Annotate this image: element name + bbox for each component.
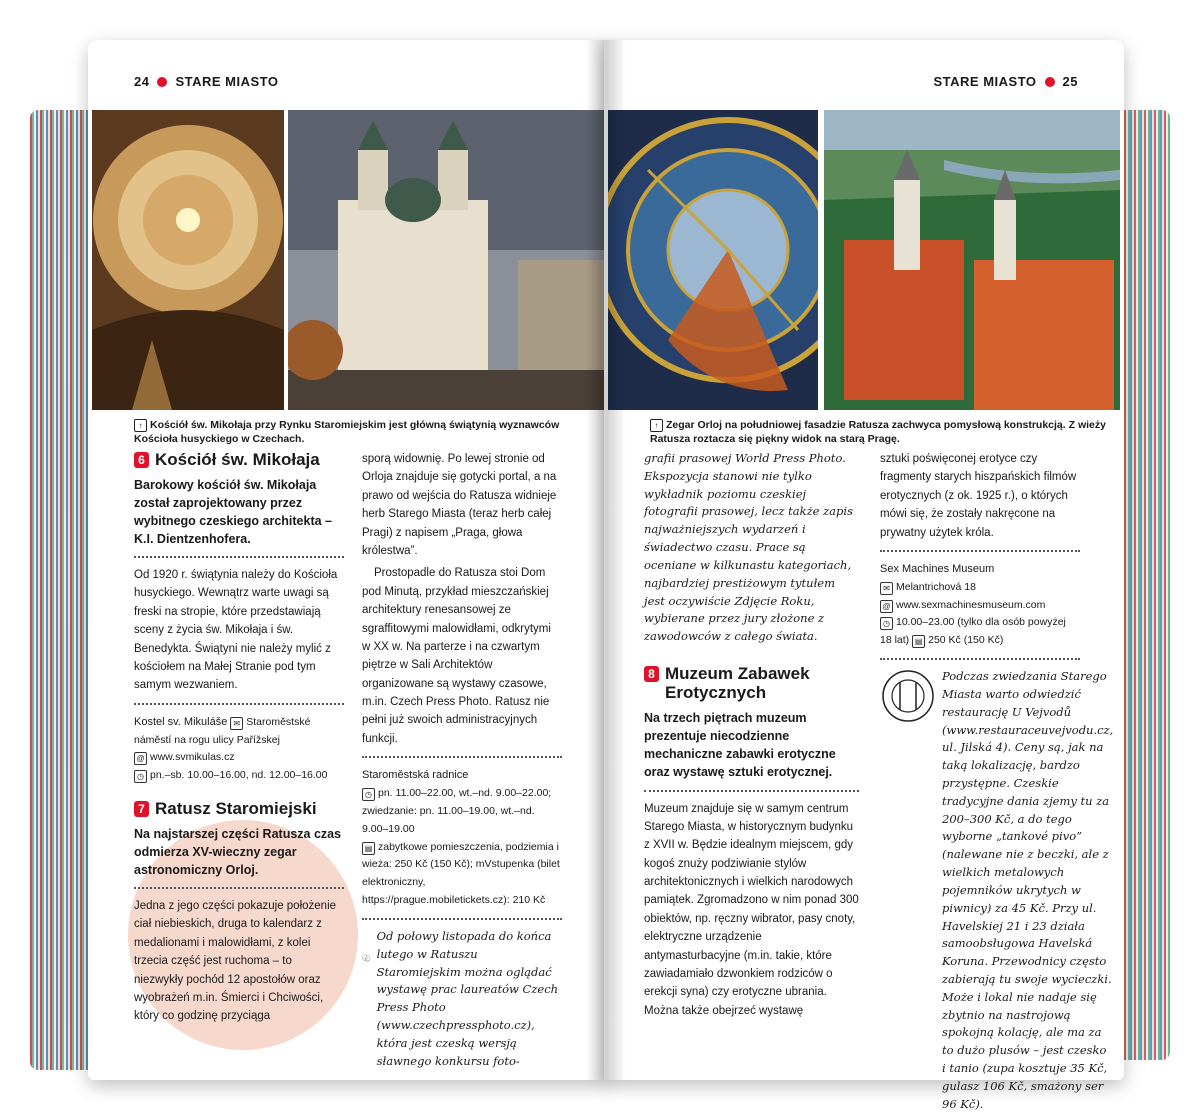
divider xyxy=(362,756,562,758)
left-column-2 xyxy=(362,450,562,1071)
photo-church-interior xyxy=(92,110,284,410)
running-head-title-left: STARE MIASTO xyxy=(175,74,279,89)
tip-box xyxy=(362,928,562,1071)
at-icon: @ xyxy=(880,600,893,613)
photo-church-exterior xyxy=(288,110,604,410)
ticket-icon: ▤ xyxy=(362,842,375,855)
section-number-badge: 8 xyxy=(644,666,659,682)
divider xyxy=(880,550,1080,552)
restaurant-tip-text: Podczas zwiedzania Starego Miasta warto odwiedzić restaurację U Vejvodů (www.restauraceuvejvodu.cz, ul. Jilská 4). Ceny są, jak na taką lokalizację, bardzo przystępne. Czeskie tradycyjne dania zjemy tu za 200–300 Kč, a do tego wyborne „tankové pivo” (nalewane nie z beczki, ale z wielkich metalowych pojemników ukrytych w piwnicy) za 45 Kč. Przy ul. Havelskiej 21 i 23 działa samoobsługowa Havelská Koruna. Przewodnicy często zabierają tu swoje wycieczki. Może i lokal nie nadaje się zbytnio na nastrojową spokojną kolację, ale ma za to dużo plusów – jest czesko i tanio (zupa kosztuje 35 Kč, gulasz 106 Kč, smażony ser 96 Kč). xyxy=(942,669,1114,1111)
left-column-1 xyxy=(134,450,344,1030)
arrow-up-icon: ↑ xyxy=(650,419,663,432)
section-6-body: Od 1920 r. świątynia należy do Kościoła husyckiego. Wewnątrz warte uwagi są freski na stropie, które przedstawiają sceny z życia św. Mikołaja i św. Benedykta. Świątyni nie należy mylić z kościołem na Małej Stranie pod tym samym wezwaniem. xyxy=(134,569,338,692)
column-2-text: sporą widownię. Po lewej stronie od Orloja znajduje się gotycki portal, a na prawo od wejścia do Ratusza widnieje herb Starego Miasta (teraz herb całej Pragi) z napisem „Praga, głowa królestwa”. Prostopadle do Ratusza stoi Dom pod Minutą, przykład mieszczańskiej architektury renesansowej ze sgraffitowymi malowidłami, odkrytymi w XX w. Na parterze i na czwartym piętrze w Sali Architektów organizowane są wystawy czasowe, m.in. Czech Press Photo. Ratusz nie pełni już swoich administracyjnych funkcji. xyxy=(362,453,557,745)
envelope-icon: ✉ xyxy=(880,582,893,595)
red-dot-icon xyxy=(1045,77,1055,87)
running-head-right xyxy=(934,74,1079,89)
page-edges-left xyxy=(30,110,90,1070)
section-6-info: Kostel sv. Mikuláše ✉ Staroměstské náměstí na rogu ulicy Pařížskej @ www.svmikulas.cz ◷ pn.–sb. 10.00–16.00, nd. 12.00–16.00 xyxy=(134,715,328,782)
red-dot-icon xyxy=(157,77,167,87)
right-column-2 xyxy=(880,450,1114,1113)
photo-prague-panorama xyxy=(824,110,1120,410)
photo-astronomical-clock xyxy=(608,110,818,410)
divider xyxy=(134,556,344,558)
right-column-1 xyxy=(644,450,859,1024)
divider xyxy=(134,887,344,889)
theater-masks-icon xyxy=(362,928,371,988)
section-number-badge: 6 xyxy=(134,452,149,468)
plate-cutlery-icon xyxy=(880,668,936,724)
ticket-icon: ▤ xyxy=(912,635,925,648)
page-number-right: 25 xyxy=(1062,74,1078,89)
divider xyxy=(880,658,1080,660)
restaurant-tip xyxy=(880,668,1114,1113)
section-7-lead: Na najstarszej części Ratusza czas odmierza XV-wieczny zegar astronomiczny Orloj. xyxy=(134,826,342,877)
section-7-body: Jedna z jego części pokazuje położenie ciał niebieskich, druga to kalendarz z medalionami i malowidłami, z kolei trzecia część jest ruchoma – to niezwykły pochód 12 apostołów oraz wyobrażeń m.in. Śmierci i Chciwości, który co godzinę przyciąga xyxy=(134,900,337,1023)
arrow-up-icon: ↑ xyxy=(134,419,147,432)
clock-icon: ◷ xyxy=(880,617,893,630)
tip-text: Od połowy listopada do końca lutego w Ratuszu Staromiejskim można oglądać wystawę prac laureatów Czech Press Photo (www.czechpressphoto.cz), która jest czeską wersją sławnego konkursu foto- xyxy=(376,929,559,1068)
section-6-title: 6 Kościół św. Mikołaja xyxy=(134,450,344,470)
web-link[interactable]: www.sexmachinesmuseum.com xyxy=(896,598,1046,611)
caption-left: ↑ Kościół św. Mikołaja przy Rynku Staromiejskim jest główną świątynią wyznawców Kościoła husyckiego w Czechach. xyxy=(134,419,560,446)
section-number-badge: 7 xyxy=(134,801,149,817)
divider xyxy=(362,918,562,920)
section-8-lead: Na trzech piętrach muzeum prezentuje niecodzienne mechaniczne zabawki erotyczne oraz wystawę sztuki erotycznej. xyxy=(644,711,836,780)
divider xyxy=(644,790,859,792)
section-7-title: 7 Ratusz Staromiejski xyxy=(134,799,344,819)
ratusz-info: Staroměstská radnice ◷ pn. 11.00–22.00, wt.–nd. 9.00–22.00; zwiedzanie: pn. 11.00–19.00, wt.–nd. 9.00–19.00 ▤ zabytkowe pomieszczenia, podziemia i wieża: 250 Kč (150 Kč); mVstupenka (bilet elektroniczny, https://prague.mobiletickets.cz): 210 Kč xyxy=(362,769,560,907)
divider xyxy=(134,703,344,705)
left-page xyxy=(88,40,608,1080)
column-2-text: sztuki poświęconej erotyce czy fragmenty starych hiszpańskich filmów erotycznych (z ok. 1925 r.), o których mówi się, że zostały nakręcone na prywatny użytek króla. xyxy=(880,453,1077,539)
section-8-title: 8 Muzeum Zabawek Erotycznych xyxy=(644,664,859,703)
web-link[interactable]: www.svmikulas.cz xyxy=(150,751,235,764)
world-press-photo-text: grafii prasowej World Press Photo. Ekspozycja stanowi nie tylko wykładnik poziomu czeskiej fotografii prasowej, lecz także zapis najważniejszych wydarzeń i świadectwo czasu. Prace są oceniane w kilkunastu kategoriach, najbardziej prestiżowym tytułem jest oczywiście Zdjęcie Roku, wybierane przez jury złożone z zawodowców z całego świata. xyxy=(644,451,853,644)
museum-info: Sex Machines Museum ✉ Melantrichová 18 @ www.sexmachinesmuseum.com ◷ 10.00–23.00 (tylko dla osób powyżej 18 lat) ▤ 250 Kč (150 Kč) xyxy=(880,562,1066,647)
clock-icon: ◷ xyxy=(362,788,375,801)
page-number-left: 24 xyxy=(134,74,150,89)
section-8-body: Muzeum znajduje się w samym centrum Starego Miasta, w historycznym budynku z XVII w. Będzie idealnym miejscem, gdy kogoś znuży podziwianie stylów architektonicznych i wielkich narodowych pamiątek. Zgromadzono w nim ponad 300 obiektów, np. ręczny wibrator, pasy cnoty, elektryczne urządzenie antymasturbacyjne (m.in. takie, które zawiadamiało dzwonkiem rodziców o erekcji syna) czy erotyczne ubrania. Można także obejrzeć wystawę xyxy=(644,802,859,1017)
caption-right: ↑ Zegar Orloj na południowej fasadzie Ratusza zachwyca pomysłową konstrukcją. Z wieży Ratusza roztacza się piękny widok na starą Pragę. xyxy=(650,419,1106,446)
right-page xyxy=(604,40,1124,1111)
envelope-icon: ✉ xyxy=(230,717,243,730)
at-icon: @ xyxy=(134,752,147,765)
section-6-lead: Barokowy kościół św. Mikołaja został zaprojektowany przez wybitnego czeskiego architekta – K.I. Dientzenhofera. xyxy=(134,477,332,546)
running-head-left xyxy=(134,74,279,89)
running-head-title-right: STARE MIASTO xyxy=(933,74,1037,89)
clock-icon: ◷ xyxy=(134,770,147,783)
